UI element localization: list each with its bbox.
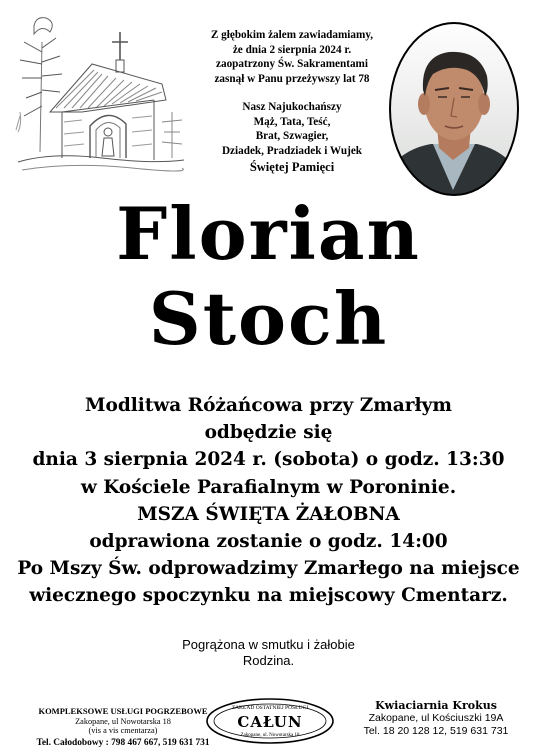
- ceremony-line: Modlitwa Różańcowa przy Zmarłym: [85, 395, 452, 416]
- florist-info: [336, 699, 536, 738]
- ceremony-line: MSZA ŚWIĘTA ŻAŁOBNA: [137, 503, 400, 525]
- intro-line: Z głębokim żalem zawiadamiamy,: [210, 29, 374, 41]
- florist-address: Zakopane, ul Kościuszki 19A: [368, 712, 504, 724]
- intro-line: zasnął w Panu przeżywszy lat 78: [214, 72, 370, 85]
- svg-text:Zakopane, ul. Nowotarska 18: Zakopane, ul. Nowotarska 18: [240, 733, 300, 738]
- florist-name: Kwiaciarnia Krokus: [375, 699, 497, 712]
- intro-text: [192, 28, 392, 175]
- intro-line: że dnia 2 sierpnia 2024 r.: [232, 43, 352, 56]
- chapel-sketch-icon: [12, 12, 190, 180]
- portrait-photo: [387, 20, 521, 198]
- calun-stamp-logo: [205, 697, 335, 745]
- ceremony-line: wiecznego spoczynku na miejscowy Cmentarz.: [29, 585, 508, 607]
- family-line: Mąż, Tata, Teść,: [253, 115, 331, 128]
- svg-text:CAŁUN: CAŁUN: [237, 713, 303, 731]
- family-line: Nasz Najukochańszy: [242, 101, 342, 113]
- funeral-home-note: (vis a vis cmentarza): [88, 726, 158, 736]
- ceremony-line: odbędzie się: [204, 422, 333, 444]
- ceremony-line: w Kościele Parafialnym w Poroninie.: [80, 476, 457, 498]
- ceremony-line: odprawiona zostanie o godz. 14:00: [89, 531, 448, 553]
- ceremony-details: [0, 392, 537, 610]
- signature-line: Pogrążona w smutku i żałobie: [182, 637, 355, 652]
- signature-line: Rodzina.: [242, 653, 295, 668]
- family-line: Brat, Szwagier,: [255, 130, 329, 142]
- funeral-home-address: Zakopane, ul Nowotarska 18: [75, 716, 171, 726]
- ceremony-line: Po Mszy Św. odprowadzimy Zmarłego na miejsce: [17, 558, 520, 580]
- memory-line: Świętej Pamięci: [249, 160, 335, 174]
- family-signature: [0, 637, 537, 669]
- first-name: Florian: [116, 191, 421, 276]
- funeral-home-phone: Tel. Całodobowy : 798 467 667, 519 631 731: [36, 737, 210, 748]
- funeral-home-title: KOMPLEKSOWE USŁUGI POGRZEBOWE: [38, 706, 208, 716]
- family-line: Dziadek, Pradziadek i Wujek: [221, 144, 363, 157]
- last-name: Stoch: [148, 276, 389, 361]
- intro-line: zaopatrzony Św. Sakramentami: [216, 58, 368, 70]
- svg-text:ZAKŁAD OSTATNIEJ POSŁUGI: ZAKŁAD OSTATNIEJ POSŁUGI: [231, 705, 309, 711]
- ceremony-line: dnia 3 sierpnia 2024 r. (sobota) o godz. 13:30: [32, 449, 505, 471]
- florist-phone: Tel. 18 20 128 12, 519 631 731: [363, 725, 509, 737]
